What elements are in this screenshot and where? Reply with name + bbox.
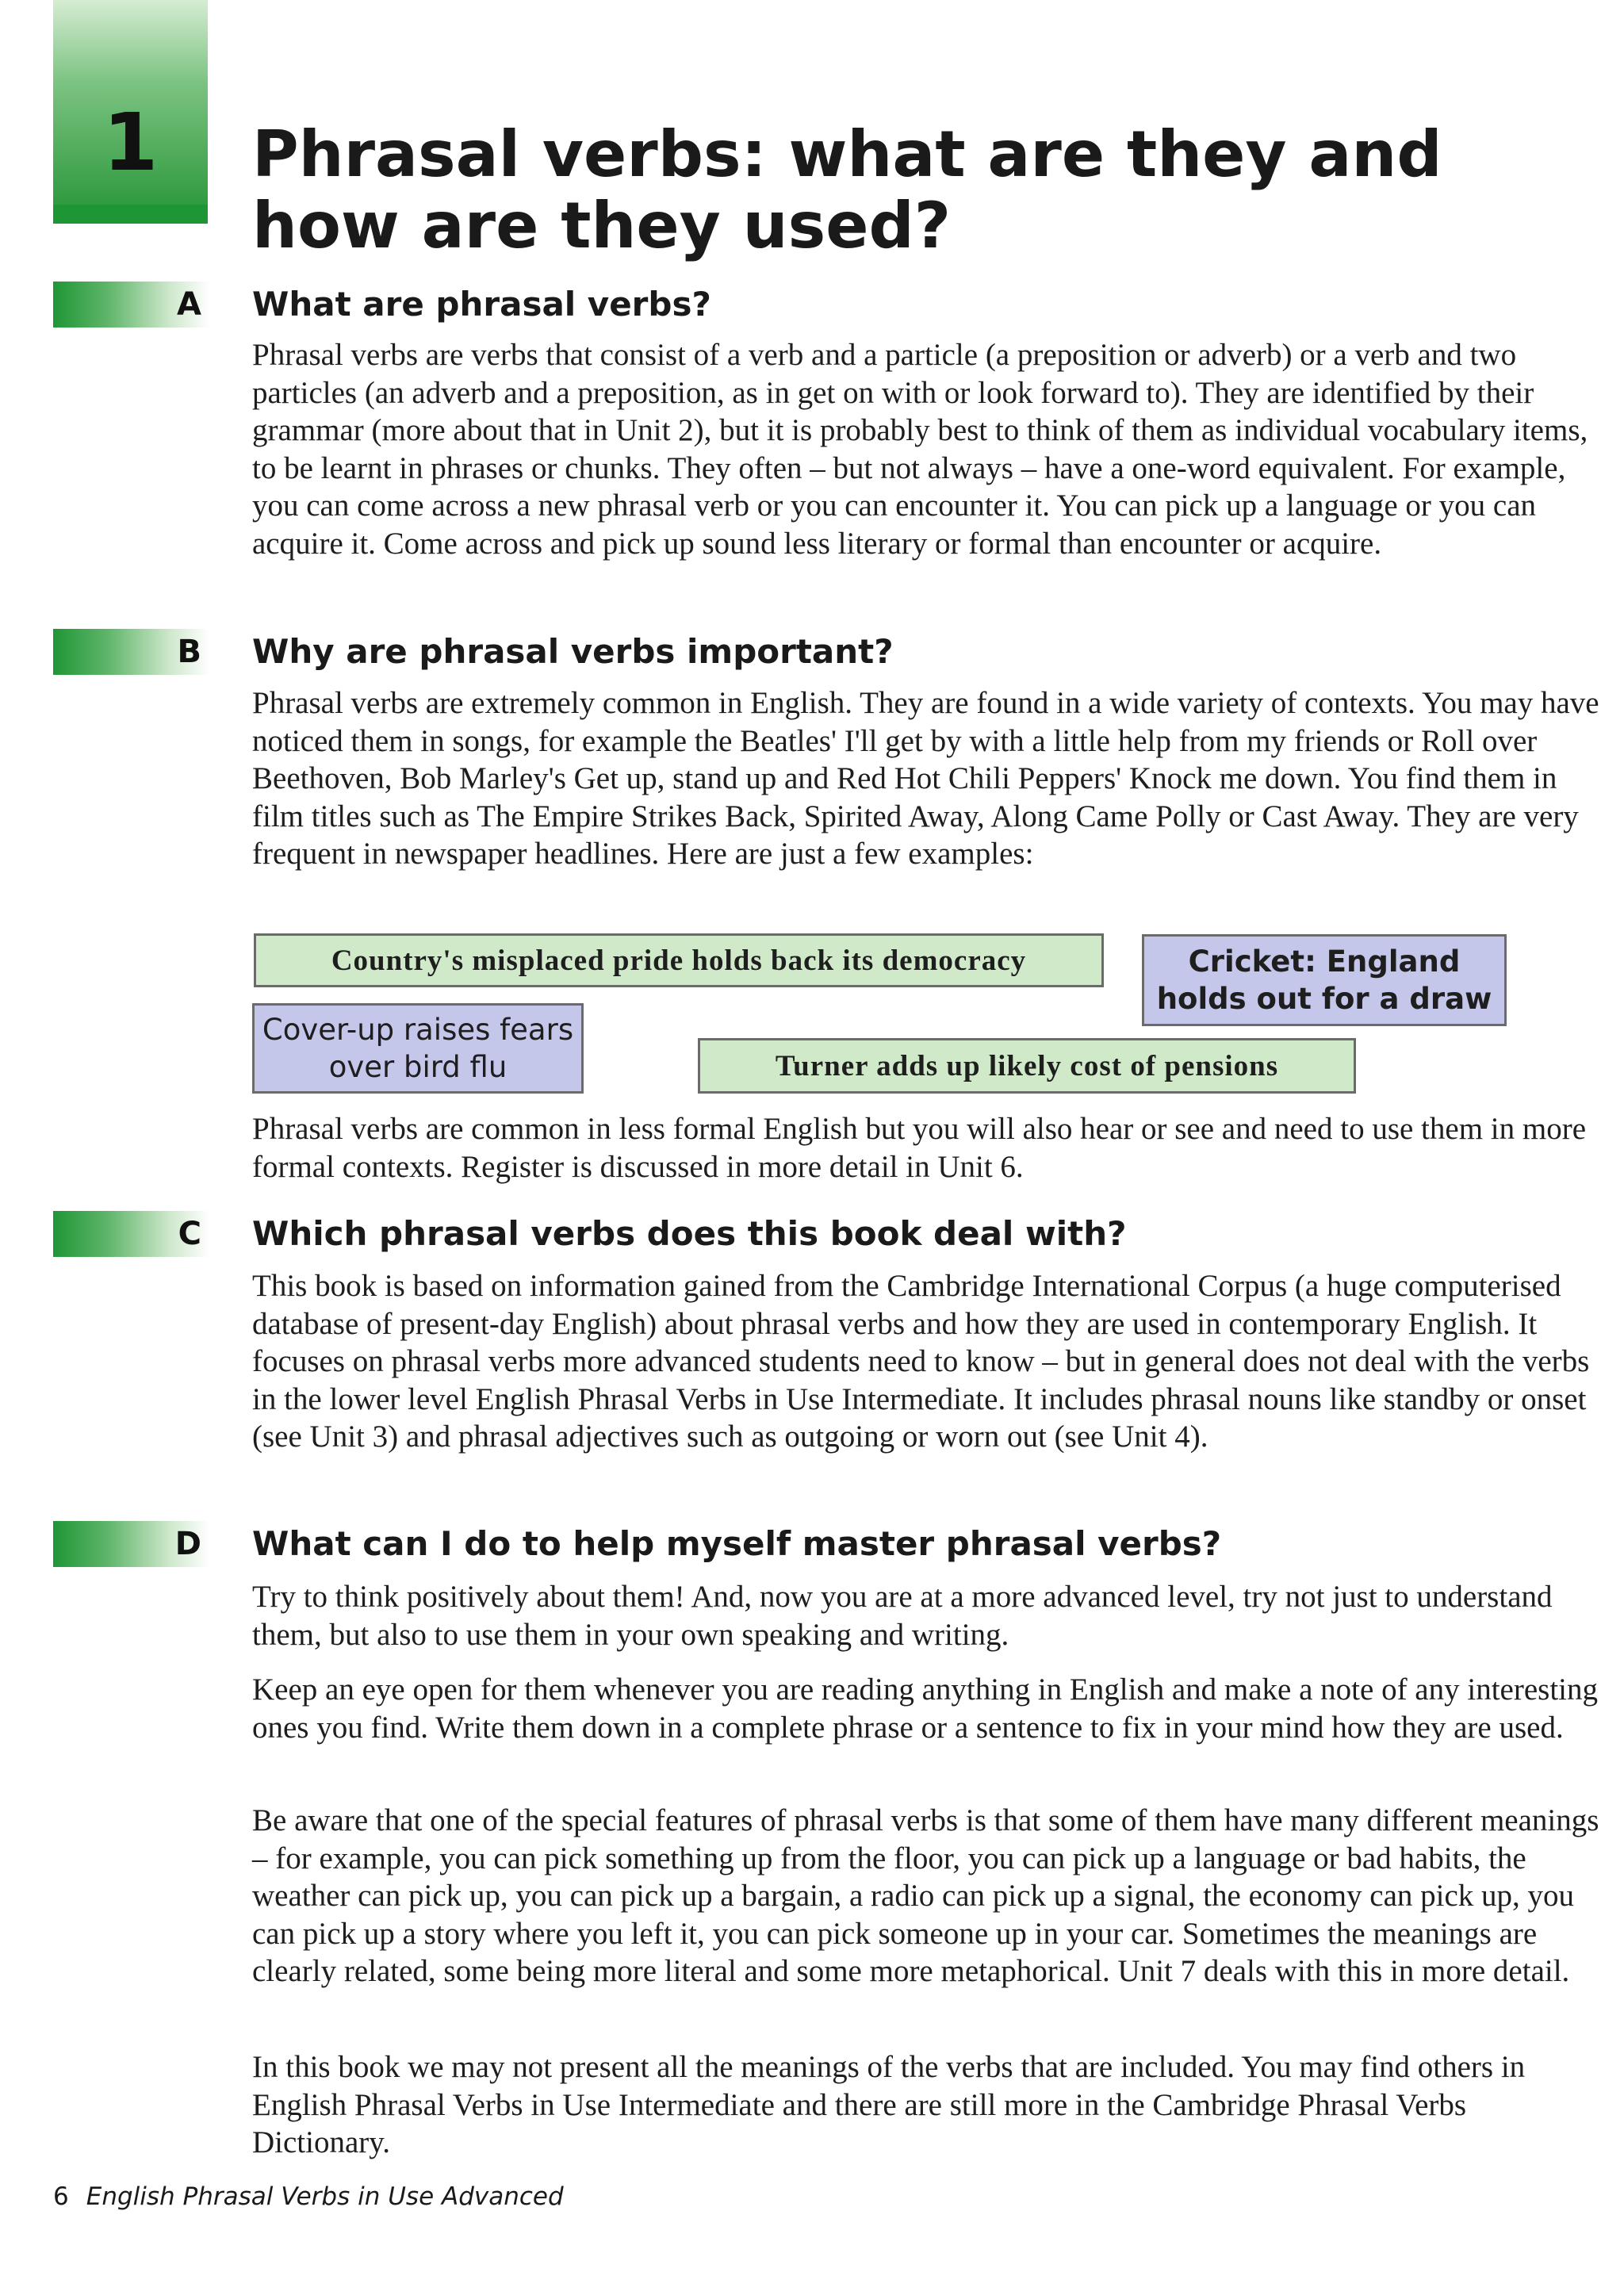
- headline-cover-up: Cover-up raises fears over bird flu: [252, 1003, 584, 1094]
- section-c-paragraph: This book is based on information gained from the Cambridge International Corpus (a huge computerised database of present-day English) about phrasal verbs and how they are used in contemporary English. It focuses on phrasal verbs more advanced students need to know – but in general does not deal with the verbs in the lower level English Phrasal Verbs in Use Intermediate. It includes phrasal nouns like standby or onset (see Unit 3) and phrasal adjectives such as outgoing or worn out (see Unit 4).: [252, 1269, 1590, 1454]
- unit-number: 1: [102, 96, 159, 189]
- section-d-letter: D: [174, 1526, 201, 1562]
- section-a-paragraph: Phrasal verbs are verbs that consist of a verb and a particle (a preposition or adverb) or a verb and two particles (an adverb and a preposition, as in get on with or look forward to). They are identified by their grammar (more about that in Unit 2), but it is probably best to think of them as individual vocabulary items, to be learnt in phrases or chunks. They often – but not always – have a one-word equivalent. For example, you can come across a new phrasal verb or you can encounter it. You can pick up a language or you can acquire it. Come across and pick up sound less literary or formal than encounter or acquire.: [252, 338, 1588, 561]
- section-d-paragraph-1: Try to think positively about them! And, now you are at a more advanced level, try not just to understand them, but also to use them in your own speaking and writing.: [252, 1580, 1553, 1652]
- unit-divider-bar: [53, 205, 208, 224]
- section-b-letter: B: [177, 634, 201, 670]
- section-d-marker: [53, 1521, 209, 1567]
- section-c-letter: C: [178, 1216, 201, 1252]
- section-c-marker: [53, 1211, 209, 1257]
- headline-holds-out: Cricket: England holds out for a draw: [1142, 934, 1507, 1026]
- section-b-paragraph-2: Phrasal verbs are common in less formal English but you will also hear or see and need to use them in more formal contexts. Register is discussed in more detail in Unit 6.: [252, 1112, 1587, 1184]
- headline-adds-up: Turner adds up likely cost of pensions: [698, 1038, 1356, 1094]
- section-d-paragraph-2: Keep an eye open for them whenever you are reading anything in English and make a note of any interesting ones you find. Write them down in a complete phrase or a sentence to fix in your mind how they are used.: [252, 1672, 1598, 1745]
- section-d-paragraph-4: In this book we may not present all the meanings of the verbs that are included. You may find others in English Phrasal Verbs in Use Intermediate and there are still more in the Cambridge Phrasal Verbs Dictionary.: [252, 2050, 1526, 2159]
- section-d-paragraph-3: Be aware that one of the special features of phrasal verbs is that some of them have many different meanings – for example, you can pick something up from the floor, you can pick up a language or bad habits, the weather can pick up, you can pick up a bargain, a radio can pick up a signal, the economy can pick up, you can pick up a story where you left it, you can pick someone up in your car. Sometimes the meanings are clearly related, some being more literal and some more metaphorical. Unit 7 deals with this in more detail.: [252, 1803, 1599, 1988]
- section-d-heading: What can I do to help myself master phrasal verbs?: [252, 1524, 1222, 1563]
- book-title: English Phrasal Verbs in Use Advanced: [86, 2182, 564, 2211]
- page-number: 6: [53, 2182, 69, 2211]
- section-c-heading: Which phrasal verbs does this book deal with?: [252, 1214, 1127, 1253]
- section-a-marker: [53, 282, 209, 328]
- section-b-paragraph-1: Phrasal verbs are extremely common in English. They are found in a wide variety of contexts. You may have noticed them in songs, for example the Beatles' I'll get by with a little help from my friends or Roll over Beethoven, Bob Marley's Get up, stand up and Red Hot Chili Peppers' Knock me down. You find them in film titles such as The Empire Strikes Back, Spirited Away, Along Came Polly or Cast Away. They are very frequent in newspaper headlines. Here are just a few examples:: [252, 686, 1599, 871]
- page-title: Phrasal verbs: what are they and how are they used?: [252, 117, 1442, 262]
- page-footer: [53, 2182, 564, 2211]
- section-a-heading: What are phrasal verbs?: [252, 285, 711, 324]
- section-b-marker: [53, 629, 209, 675]
- section-a-letter: A: [177, 286, 201, 323]
- section-b-heading: Why are phrasal verbs important?: [252, 632, 894, 671]
- headline-holds-back: Country's misplaced pride holds back its democracy: [254, 933, 1104, 987]
